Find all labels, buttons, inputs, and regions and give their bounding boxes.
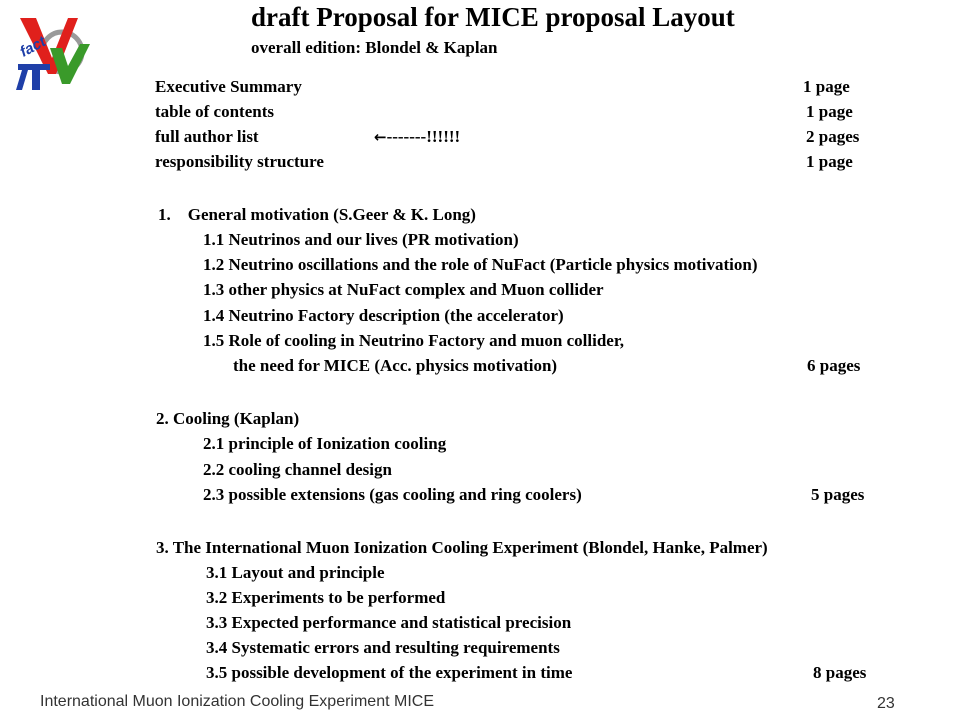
- section-heading: 3. The International Muon Ionization Cooling Experiment (Blondel, Hanke, Palmer): [156, 538, 768, 557]
- toc-item: 2.1 principle of Ionization cooling: [203, 434, 447, 453]
- nufact-logo-icon: [12, 8, 100, 94]
- toc-item: 2.2 cooling channel design: [203, 460, 392, 479]
- toc-item: 3.3 Expected performance and statistical precision: [206, 613, 572, 632]
- toc-pages: 1 page: [806, 102, 853, 121]
- section-heading: 1. General motivation (S.Geer & K. Long): [158, 205, 476, 224]
- toc-pages: 1 page: [803, 77, 850, 96]
- toc-pages: 5 pages: [811, 485, 865, 504]
- page-number: 23: [877, 695, 895, 712]
- toc-item: 3.4 Systematic errors and resulting requirements: [206, 638, 560, 657]
- toc-item: the need for MICE (Acc. physics motivation): [233, 356, 558, 375]
- toc-line: responsibility structure: [155, 152, 324, 171]
- arrow-text: -------!!!!!!: [386, 127, 461, 146]
- arrow-note: [374, 126, 460, 148]
- toc-item: 3.1 Layout and principle: [206, 563, 385, 582]
- toc-line: full author list: [155, 127, 259, 146]
- toc-line: Executive Summary: [155, 77, 302, 96]
- left-arrow-icon: ←: [374, 128, 387, 146]
- toc-item: 1.5 Role of cooling in Neutrino Factory and muon collider,: [203, 331, 625, 350]
- toc-pages: 6 pages: [807, 356, 861, 375]
- toc-item: 1.2 Neutrino oscillations and the role of NuFact (Particle physics motivation): [203, 255, 758, 274]
- footer-text: International Muon Ionization Cooling Experiment MICE: [40, 693, 434, 710]
- toc-item: 3.5 possible development of the experiment in time: [206, 663, 573, 682]
- toc-item: 2.3 possible extensions (gas cooling and ring coolers): [203, 485, 582, 504]
- toc-item: 3.2 Experiments to be performed: [206, 588, 446, 607]
- toc-pages: 2 pages: [806, 127, 860, 146]
- section-heading: 2. Cooling (Kaplan): [156, 409, 300, 428]
- toc-pages: 1 page: [806, 152, 853, 171]
- toc-pages: 8 pages: [813, 663, 867, 682]
- toc-item: 1.1 Neutrinos and our lives (PR motivation): [203, 230, 519, 249]
- svg-text:fact: fact: [17, 33, 49, 61]
- toc-line: table of contents: [155, 102, 274, 121]
- toc-item: 1.4 Neutrino Factory description (the accelerator): [203, 306, 564, 325]
- page-subtitle: overall edition: Blondel & Kaplan: [251, 38, 498, 57]
- page-title: draft Proposal for MICE proposal Layout: [251, 2, 735, 32]
- toc-item: 1.3 other physics at NuFact complex and Muon collider: [203, 280, 604, 299]
